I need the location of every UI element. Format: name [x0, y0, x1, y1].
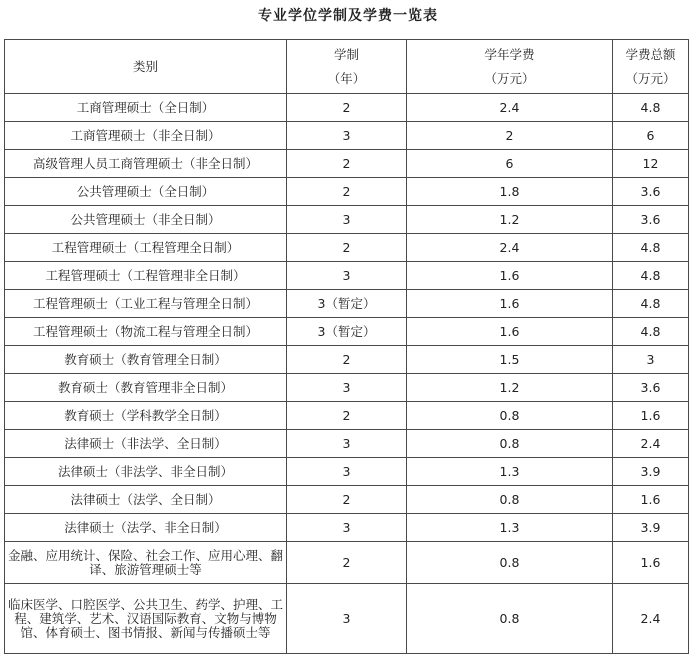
table-row: [5, 542, 689, 584]
table-row: [5, 122, 689, 150]
duration-cell: 2: [287, 486, 407, 514]
category-cell: 法律硕士（法学、全日制）: [5, 486, 287, 514]
header-annual-fee: [407, 40, 613, 94]
page-title: 专业学位学制及学费一览表: [258, 8, 438, 24]
total-fee-cell: 3.9: [613, 514, 689, 542]
category-cell: 法律硕士（非法学、非全日制）: [5, 458, 287, 486]
category-cell: 教育硕士（学科教学全日制）: [5, 402, 287, 430]
total-fee-cell: 1.6: [613, 402, 689, 430]
duration-cell: 3: [287, 584, 407, 654]
total-fee-cell: 3: [613, 346, 689, 374]
tuition-table: [4, 39, 689, 654]
duration-cell: 2: [287, 150, 407, 178]
total-fee-cell: 3.9: [613, 458, 689, 486]
annual-fee-cell: 0.8: [407, 402, 613, 430]
total-fee-cell: 3.6: [613, 374, 689, 402]
category-cell: 金融、应用统计、保险、社会工作、应用心理、翻译、旅游管理硕士等: [5, 542, 287, 584]
annual-fee-cell: 1.6: [407, 318, 613, 346]
table-row: [5, 178, 689, 206]
annual-fee-cell: 1.6: [407, 262, 613, 290]
category-cell: 工商管理硕士（全日制）: [5, 94, 287, 122]
table-row: [5, 514, 689, 542]
duration-cell: 2: [287, 542, 407, 584]
table-row: [5, 402, 689, 430]
total-fee-cell: 1.6: [613, 542, 689, 584]
total-fee-cell: 4.8: [613, 234, 689, 262]
annual-fee-cell: 0.8: [407, 430, 613, 458]
table-row: [5, 346, 689, 374]
annual-fee-cell: 0.8: [407, 542, 613, 584]
annual-fee-cell: 1.3: [407, 458, 613, 486]
category-cell: 法律硕士（非法学、全日制）: [5, 430, 287, 458]
duration-cell: 2: [287, 234, 407, 262]
duration-cell: 2: [287, 94, 407, 122]
category-cell: 高级管理人员工商管理硕士（非全日制）: [5, 150, 287, 178]
annual-fee-cell: 1.5: [407, 346, 613, 374]
category-cell: 公共管理硕士（全日制）: [5, 178, 287, 206]
header-annual-fee-label: 学年学费: [484, 46, 535, 62]
duration-cell: 3: [287, 206, 407, 234]
category-cell: 工程管理硕士（物流工程与管理全日制）: [5, 318, 287, 346]
total-fee-cell: 2.4: [613, 430, 689, 458]
table-row: [5, 262, 689, 290]
annual-fee-cell: 2.4: [407, 234, 613, 262]
duration-cell: 3（暂定）: [287, 290, 407, 318]
header-duration-unit: （年）: [327, 70, 366, 86]
annual-fee-cell: 2.4: [407, 94, 613, 122]
total-fee-cell: 3.6: [613, 206, 689, 234]
header-total-fee: [613, 40, 689, 94]
duration-cell: 3（暂定）: [287, 318, 407, 346]
annual-fee-cell: 2: [407, 122, 613, 150]
category-cell: 工程管理硕士（工业工程与管理全日制）: [5, 290, 287, 318]
total-fee-cell: 4.8: [613, 290, 689, 318]
table-row: [5, 458, 689, 486]
annual-fee-cell: 1.2: [407, 374, 613, 402]
header-annual-fee-unit: （万元）: [484, 70, 535, 86]
table-row: [5, 234, 689, 262]
category-cell: 临床医学、口腔医学、公共卫生、药学、护理、工程、建筑学、艺术、汉语国际教育、文物与博物馆、体育硕士、图书情报、新闻与传播硕士等: [5, 584, 287, 654]
total-fee-cell: 4.8: [613, 318, 689, 346]
total-fee-cell: 3.6: [613, 178, 689, 206]
annual-fee-cell: 1.2: [407, 206, 613, 234]
total-fee-cell: 4.8: [613, 94, 689, 122]
duration-cell: 2: [287, 178, 407, 206]
duration-cell: 3: [287, 430, 407, 458]
header-category: 类别: [5, 40, 287, 94]
table-row: [5, 318, 689, 346]
table-header-row: [5, 40, 689, 94]
header-duration: [287, 40, 407, 94]
table-row: [5, 206, 689, 234]
table-row: [5, 584, 689, 654]
total-fee-cell: 4.8: [613, 262, 689, 290]
duration-cell: 3: [287, 458, 407, 486]
duration-cell: 2: [287, 402, 407, 430]
category-cell: 公共管理硕士（非全日制）: [5, 206, 287, 234]
annual-fee-cell: 0.8: [407, 486, 613, 514]
header-total-fee-label: 学费总额: [625, 46, 676, 62]
duration-cell: 3: [287, 374, 407, 402]
table-row: [5, 486, 689, 514]
duration-cell: 2: [287, 346, 407, 374]
total-fee-cell: 2.4: [613, 584, 689, 654]
table-row: [5, 430, 689, 458]
total-fee-cell: 1.6: [613, 486, 689, 514]
category-cell: 教育硕士（教育管理全日制）: [5, 346, 287, 374]
category-cell: 工商管理硕士（非全日制）: [5, 122, 287, 150]
total-fee-cell: 6: [613, 122, 689, 150]
header-total-fee-unit: （万元）: [625, 70, 676, 86]
annual-fee-cell: 6: [407, 150, 613, 178]
table-row: [5, 94, 689, 122]
table-row: [5, 374, 689, 402]
annual-fee-cell: 1.6: [407, 290, 613, 318]
duration-cell: 3: [287, 514, 407, 542]
category-cell: 法律硕士（法学、非全日制）: [5, 514, 287, 542]
annual-fee-cell: 0.8: [407, 584, 613, 654]
category-cell: 工程管理硕士（工程管理非全日制）: [5, 262, 287, 290]
table-row: [5, 290, 689, 318]
annual-fee-cell: 1.3: [407, 514, 613, 542]
header-duration-label: 学制: [333, 46, 359, 62]
annual-fee-cell: 1.8: [407, 178, 613, 206]
total-fee-cell: 12: [613, 150, 689, 178]
table-row: [5, 150, 689, 178]
category-cell: 教育硕士（教育管理非全日制）: [5, 374, 287, 402]
duration-cell: 3: [287, 262, 407, 290]
duration-cell: 3: [287, 122, 407, 150]
category-cell: 工程管理硕士（工程管理全日制）: [5, 234, 287, 262]
